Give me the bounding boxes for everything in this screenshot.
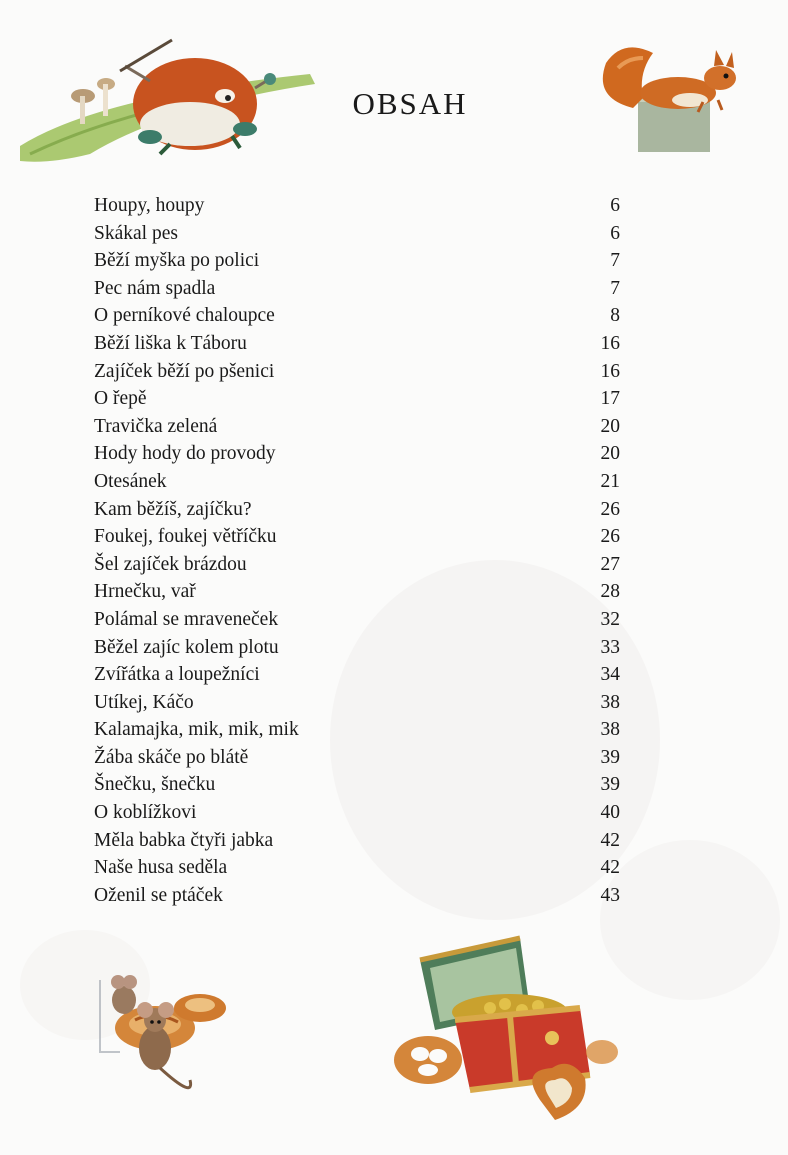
toc-entry-title: Oženil se ptáček	[94, 884, 223, 906]
toc-entry-title: Šnečku, šnečku	[94, 774, 216, 796]
toc-entry-title: Naše husa seděla	[94, 857, 228, 879]
toc-entry	[94, 302, 620, 330]
toc-entry-title: O koblížkovi	[94, 802, 197, 824]
toc-entry-page-number: 16	[600, 332, 620, 354]
toc-entry-title: Šel zajíček brázdou	[94, 553, 247, 575]
toc-entry-page-number: 7	[610, 250, 620, 272]
toc-entry-page-number: 39	[600, 774, 620, 796]
toc-entry	[94, 689, 620, 717]
toc-entry-page-number: 28	[600, 581, 620, 603]
table-of-contents	[94, 192, 620, 909]
toc-entry-page-number: 20	[600, 415, 620, 437]
toc-entry	[94, 275, 620, 303]
toc-entry	[94, 854, 620, 882]
toc-entry-title: Hrnečku, vař	[94, 581, 196, 603]
toc-entry-page-number: 39	[600, 746, 620, 768]
toc-entry-page-number: 7	[610, 277, 620, 299]
toc-entry-page-number: 20	[600, 443, 620, 465]
toc-entry	[94, 385, 620, 413]
toc-entry	[94, 496, 620, 524]
toc-entry-page-number: 33	[600, 636, 620, 658]
toc-entry	[94, 330, 620, 358]
toc-entry-page-number: 32	[600, 608, 620, 630]
toc-entry	[94, 827, 620, 855]
toc-entry-page-number: 6	[610, 195, 620, 216]
toc-entry-page-number: 21	[600, 470, 620, 492]
mushroom-bun-illustration	[20, 36, 320, 166]
toc-entry-page-number: 38	[600, 719, 620, 741]
toc-entry-title: Kam běžíš, zajíčku?	[94, 498, 252, 520]
toc-entry	[94, 799, 620, 827]
toc-entry	[94, 523, 620, 551]
toc-entry	[94, 882, 620, 910]
toc-entry-title: O perníkové chaloupce	[94, 305, 275, 327]
toc-entry-page-number: 16	[600, 360, 620, 382]
toc-entry-title: O řepě	[94, 388, 147, 410]
toc-entry-page-number: 43	[600, 884, 620, 906]
toc-entry	[94, 413, 620, 441]
toc-entry	[94, 661, 620, 689]
toc-entry-title: Měla babka čtyři jabka	[94, 829, 274, 851]
page-title: OBSAH	[352, 86, 468, 121]
toc-entry-title: Běží myška po polici	[94, 250, 260, 272]
toc-entry	[94, 192, 620, 220]
toc-entry	[94, 771, 620, 799]
toc-entry-page-number: 26	[600, 526, 620, 548]
toc-entry	[94, 220, 620, 248]
toc-entry	[94, 468, 620, 496]
toc-entry-page-number: 40	[600, 802, 620, 824]
toc-entry-page-number: 42	[600, 857, 620, 879]
toc-entry-title: Zajíček běží po pšenici	[94, 360, 275, 382]
treasure-chest-illustration	[380, 930, 650, 1130]
toc-entry-page-number: 34	[600, 664, 620, 686]
toc-entry-title: Otesánek	[94, 470, 167, 492]
toc-entry-title: Běžel zajíc kolem plotu	[94, 636, 279, 658]
toc-entry	[94, 247, 620, 275]
toc-entry-title: Zvířátka a loupežníci	[94, 664, 260, 686]
toc-entry-title: Houpy, houpy	[94, 195, 205, 216]
toc-entry-title: Foukej, foukej větříčku	[94, 526, 277, 548]
squirrel-illustration	[598, 38, 758, 153]
toc-entry-title: Pec nám spadla	[94, 277, 216, 299]
toc-entry	[94, 440, 620, 468]
toc-entry-title: Polámal se mraveneček	[94, 608, 279, 630]
toc-entry	[94, 358, 620, 386]
toc-entry-page-number: 26	[600, 498, 620, 520]
toc-entry-page-number: 27	[600, 553, 620, 575]
toc-entry	[94, 634, 620, 662]
toc-entry-title: Travička zelená	[94, 415, 218, 437]
toc-entry-title: Žába skáče po blátě	[94, 746, 249, 768]
mice-pastry-illustration	[100, 960, 240, 1110]
toc-entry-title: Hody hody do provody	[94, 443, 276, 465]
toc-entry	[94, 716, 620, 744]
toc-entry-page-number: 42	[600, 829, 620, 851]
toc-entry	[94, 551, 620, 579]
toc-entry	[94, 578, 620, 606]
toc-entry-title: Kalamajka, mik, mik, mik	[94, 719, 299, 741]
toc-entry-title: Utíkej, Káčo	[94, 691, 194, 713]
toc-entry-title: Skákal pes	[94, 222, 178, 244]
toc-entry-page-number: 6	[610, 222, 620, 244]
toc-entry	[94, 744, 620, 772]
toc-entry	[94, 606, 620, 634]
toc-entry-page-number: 17	[600, 388, 620, 410]
toc-entry-page-number: 38	[600, 691, 620, 713]
toc-entry-page-number: 8	[610, 305, 620, 327]
toc-entry-title: Běží liška k Táboru	[94, 332, 247, 354]
